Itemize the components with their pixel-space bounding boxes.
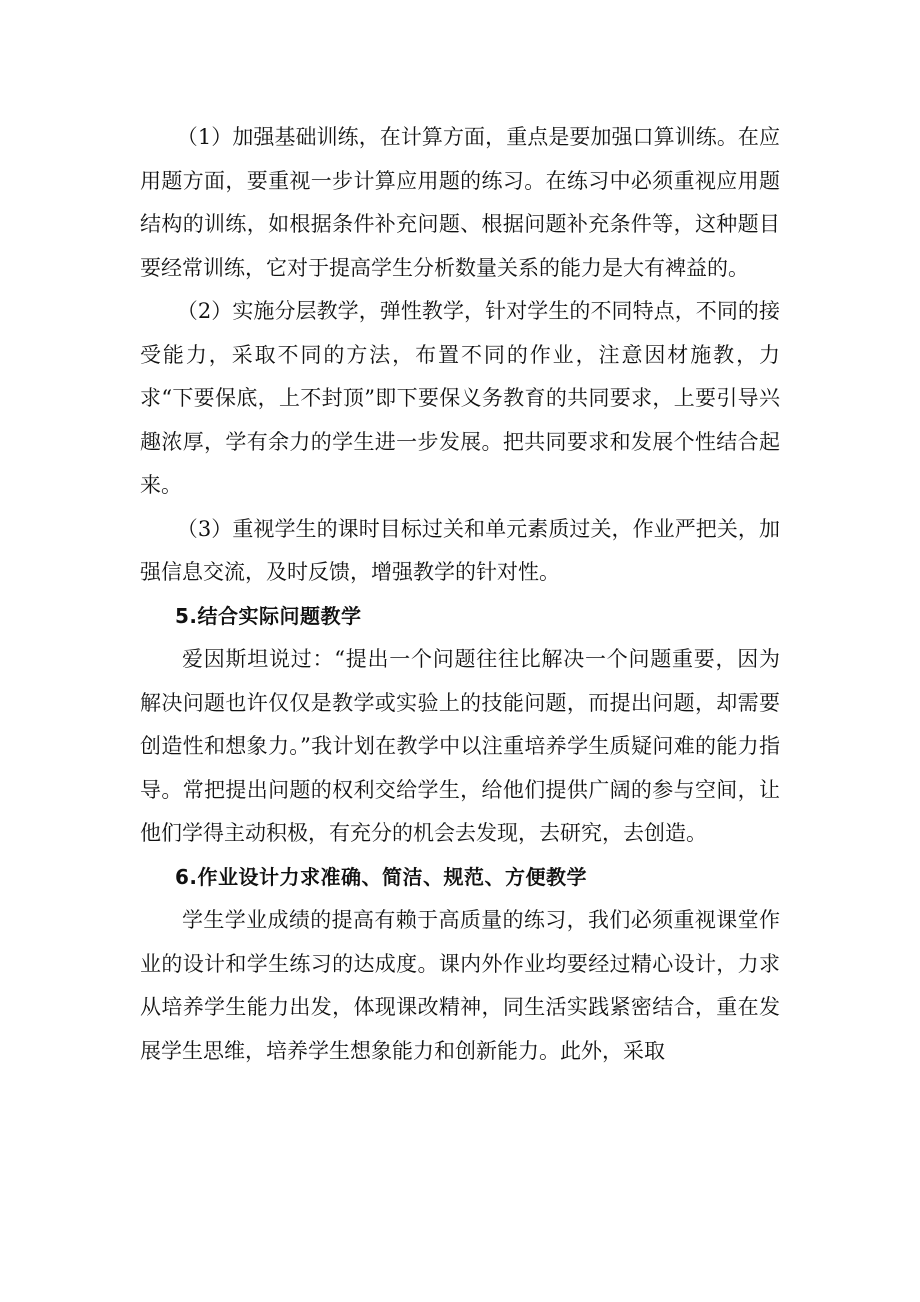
paragraph-einstein-quote: 爱因斯坦说过：“提出一个问题往往比解决一个问题重要，因为解决问题也许仅仅是教学或实验上的技能问题，而提出问题，却需要创造性和想象力。”我计划在教学中以注重培养学生质疑问难的能力指导。常把提出问题的权利交给学生，给他们提供广阔的参与空间，让他们学得主动积极，有充分的机会去发现，去研究，去创造。 <box>140 647 780 845</box>
section-heading-6: 6.作业设计力求准确、简洁、规范、方便教学 <box>175 864 588 889</box>
paragraph-objective-checks: （3）重视学生的课时目标过关和单元素质过关，作业严把关，加强信息交流，及时反馈，增强教学的针对性。 <box>140 516 780 584</box>
paragraph-tiered-teaching: （2）实施分层教学，弹性教学，针对学生的不同特点，不同的接受能力，采取不同的方法，布置不同的作业，注意因材施教，力求“下要保底，上不封顶”即下要保义务教育的共同要求，上要引导兴趣浓厚，学有余力的学生进一步发展。把共同要求和发展个性结合起来。 <box>140 299 780 497</box>
paragraph-basic-training: （1）加强基础训练，在计算方面，重点是要加强口算训练。在应用题方面，要重视一步计算应用题的练习。在练习中必须重视应用题结构的训练，如根据条件补充问题、根据问题补充条件等，这种题目要经常训练，它对于提高学生分析数量关系的能力是大有裨益的。 <box>140 125 780 280</box>
section-heading-5: 5.结合实际问题教学 <box>175 603 362 628</box>
document-body <box>140 116 780 1073</box>
paragraph-homework-design: 学生学业成绩的提高有赖于高质量的练习，我们必须重视课堂作业的设计和学生练习的达成度。课内外作业均要经过精心设计，力求从培养学生能力出发，体现课改精神，同生活实践紧密结合，重在发展学生思维，培养学生想象能力和创新能力。此外，采取 <box>140 908 780 1063</box>
